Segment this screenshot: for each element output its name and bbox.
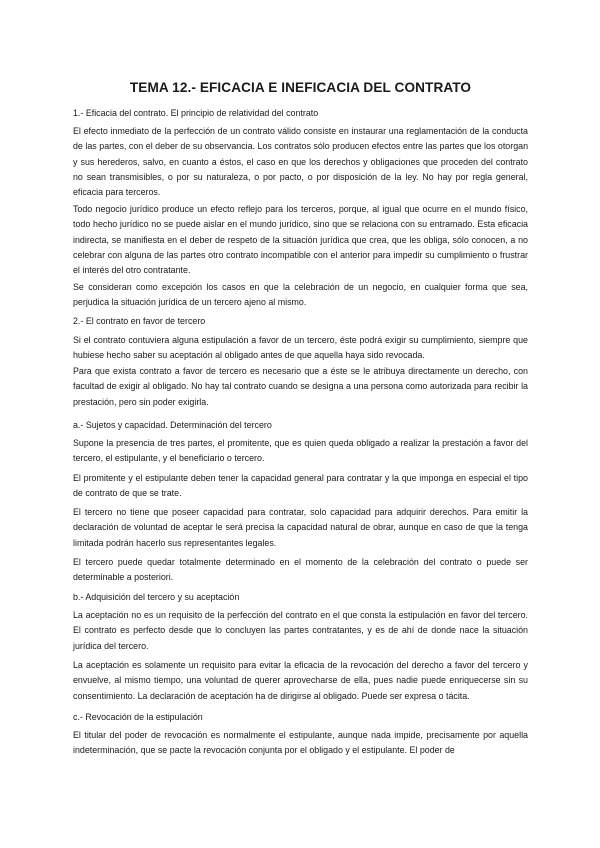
paragraph: Supone la presencia de tres partes, el promitente, que es quien queda obligado a realizar la prestación a favor del tercero, el estipulante, y el beneficiario o tercero.	[73, 438, 528, 464]
heading-adquisicion: b.- Adquisición del tercero y su aceptación	[73, 592, 240, 602]
paragraph: El efecto inmediato de la perfección de un contrato válido consiste en instaurar una reglamentación de la conducta de las partes, con el deber de su observancia. Los contratos sólo producen efectos entre las partes que los otorgan y sus herederos, salvo, en cuanto a éstos, el caso en que los derechos y obligaciones que proceden del contrato no sean transmisibles, o por su naturaleza, o por pacto, o por disposición de la ley. No hay por regla general, eficacia para terceros.	[73, 126, 528, 198]
paragraph: El titular del poder de revocación es normalmente el estipulante, aunque nada impide, precisamente por aquella indeterminación, que se pacte la revocación conjunta por el obligado y el estipulante. El poder de	[73, 730, 528, 756]
paragraph: Todo negocio jurídico produce un efecto reflejo para los terceros, porque, al igual que ocurre en el mundo físico, todo hecho jurídico no se puede aislar en el mundo jurídico, sino que se relaciona con su entramado. Esta eficacia indirecta, se manifiesta en el deber de respeto de la situación jurídica que crea, que les obliga, sólo conocen, a no celebrar con alguna de las partes otro contrato incompatible con el anterior para impedir su cumplimiento o frustrar el interés del otro contratante.	[73, 204, 528, 276]
document-title: TEMA 12.- EFICACIA E INEFICACIA DEL CONTRATO	[129, 80, 472, 95]
paragraph: El tercero puede quedar totalmente determinado en el momento de la celebración del contrato o puede ser determinable a posteriori.	[73, 557, 528, 583]
paragraph: El promitente y el estipulante deben tener la capacidad general para contratar y la que imponga en especial el tipo de contrato de que se trate.	[73, 473, 528, 499]
paragraph: El tercero no tiene que poseer capacidad para contratar, solo capacidad para adquirir derechos. Para emitir la declaración de voluntad de aceptar le será precisa la capacidad natural de obrar, aunque en caso de que la tenga limitada podrán hacerlo sus representantes legales.	[73, 507, 528, 548]
heading-eficacia: 1.- Eficacia del contrato. El principio de relatividad del contrato	[73, 108, 319, 118]
heading-contrato-tercero: 2.- El contrato en favor de tercero	[73, 316, 206, 326]
paragraph: Se consideran como excepción los casos en que la celebración de un negocio, en cualquier forma que sea, perjudica la situación jurídica de un tercero ajeno al mismo.	[73, 282, 528, 308]
heading-sujetos: a.- Sujetos y capacidad. Determinación del tercero	[73, 420, 272, 430]
section-heading	[73, 107, 528, 119]
paragraph: La aceptación es solamente un requisito para evitar la eficacia de la revocación del derecho a favor del tercero y envuelve, al mismo tiempo, una voluntad de querer aprovecharse de ella, pues nadie puede enriquecerse sin su consentimiento. La declaración de aceptación ha de dirigirse al obligado. Puede ser expresa o tácita.	[73, 660, 528, 701]
paragraph: Si el contrato contuviera alguna estipulación a favor de un tercero, éste podrá exigir su cumplimiento, siempre que hubiese hecho saber su aceptación al obligado antes de que aquella haya sido revocada.	[73, 335, 528, 361]
heading-revocacion: c.- Revocación de la estipulación	[73, 712, 203, 722]
paragraph: Para que exista contrato a favor de tercero es necesario que a éste se le atribuya directamente un derecho, con facultad de exigir al obligado. No hay tal contrato cuando se designa a una persona como autorizada para recibir la prestación, pero sin poder exigirla.	[73, 366, 528, 407]
paragraph: La aceptación no es un requisito de la perfección del contrato en el que consta la estipulación en favor del tercero. El contrato es perfecto desde que lo concluyen las partes contratantes, y es de ahí de donde nace la situación jurídica del tercero.	[73, 610, 528, 651]
